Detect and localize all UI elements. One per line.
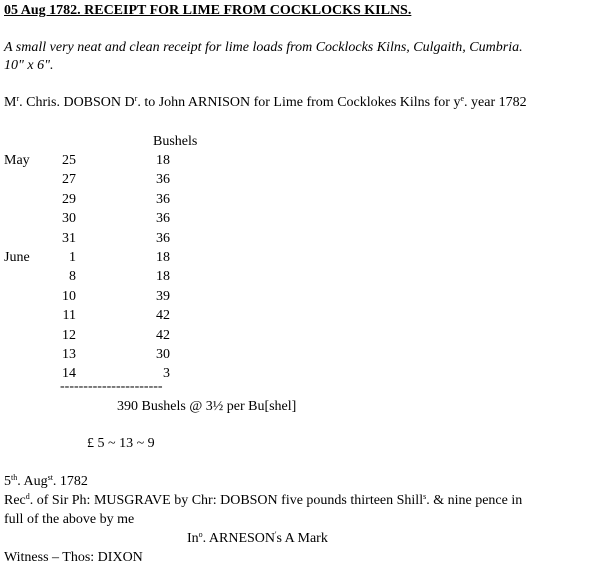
receipt-part: . of Sir Ph: MUSGRAVE by Chr: DOBSON five pounds thirteen Shill (29, 493, 424, 508)
receipt-superscript: s (423, 492, 427, 501)
row-day: 11 (62, 308, 76, 323)
receipt-part: . & nine pence in (426, 493, 523, 508)
mark-superscript: o (198, 530, 203, 539)
receipt-date (4, 475, 88, 489)
description-line-1: A small very neat and clean receipt for lime loads from Cocklocks Kilns, Culgaith, Cumbria. (4, 40, 523, 55)
description (4, 39, 602, 75)
row-day: 31 (62, 231, 76, 246)
row-day: 13 (62, 347, 76, 362)
receipt-statement-line-1 (4, 494, 522, 508)
row-bushels: 36 (156, 192, 170, 207)
row-bushels: 18 (156, 250, 170, 265)
row-day: 8 (69, 269, 76, 284)
heading-superscript: r (134, 94, 138, 103)
heading-part: . year 1782 (464, 95, 527, 110)
row-bushels: 42 (156, 328, 170, 343)
date-superscript: th (11, 473, 18, 482)
row-day: 30 (62, 211, 76, 226)
receipt-part: Rec (4, 493, 26, 508)
row-bushels: 36 (156, 211, 170, 226)
row-bushels: 30 (156, 347, 170, 362)
account-heading (4, 96, 527, 110)
row-bushels: 3 (163, 366, 170, 381)
page-title: 05 Aug 1782. RECEIPT FOR LIME FROM COCKLOCKS KILNS. (4, 3, 412, 18)
amount-line: £ 5 ~ 13 ~ 9 (87, 436, 155, 451)
heading-part: M (4, 95, 17, 110)
row-month: May (4, 153, 30, 168)
heading-part: . to John ARNISON for Lime from Cocklokes Kilns for y (137, 95, 461, 110)
heading-superscript: r (16, 94, 20, 103)
date-part: . 1782 (52, 474, 88, 489)
row-day: 12 (62, 328, 76, 343)
bushels-column-header: Bushels (153, 134, 198, 149)
description-line-2: 10" x 6". (4, 58, 54, 73)
date-superscript: st (47, 473, 53, 482)
mark-part: s A Mark (276, 531, 328, 546)
row-day: 1 (69, 250, 76, 265)
row-month: June (4, 250, 30, 265)
date-part: . Aug (17, 474, 48, 489)
row-day: 10 (62, 289, 76, 304)
heading-part: . Chris. DOBSON D (19, 95, 135, 110)
mark-part: In (187, 531, 199, 546)
total-line: 390 Bushels @ 3½ per Bu[shel] (117, 399, 297, 414)
row-bushels: 18 (156, 153, 170, 168)
witness-line: Witness – Thos: DIXON (4, 550, 143, 565)
row-bushels: 18 (156, 269, 170, 284)
row-bushels: 36 (156, 172, 170, 187)
row-day: 29 (62, 192, 76, 207)
row-bushels: 36 (156, 231, 170, 246)
row-bushels: 39 (156, 289, 170, 304)
receipt-statement-line-2: full of the above by me (4, 512, 135, 527)
row-bushels: 42 (156, 308, 170, 323)
mark-superscript: ' (275, 530, 277, 539)
heading-superscript: e (460, 94, 465, 103)
row-day: 25 (62, 153, 76, 168)
row-day: 27 (62, 172, 76, 187)
signature-mark (187, 532, 328, 546)
mark-part: . ARNESON (202, 531, 276, 546)
receipt-superscript: d (25, 492, 30, 501)
row-day: 14 (62, 366, 76, 381)
date-part: 5 (4, 474, 11, 489)
total-separator: ---------------------- (60, 379, 163, 394)
